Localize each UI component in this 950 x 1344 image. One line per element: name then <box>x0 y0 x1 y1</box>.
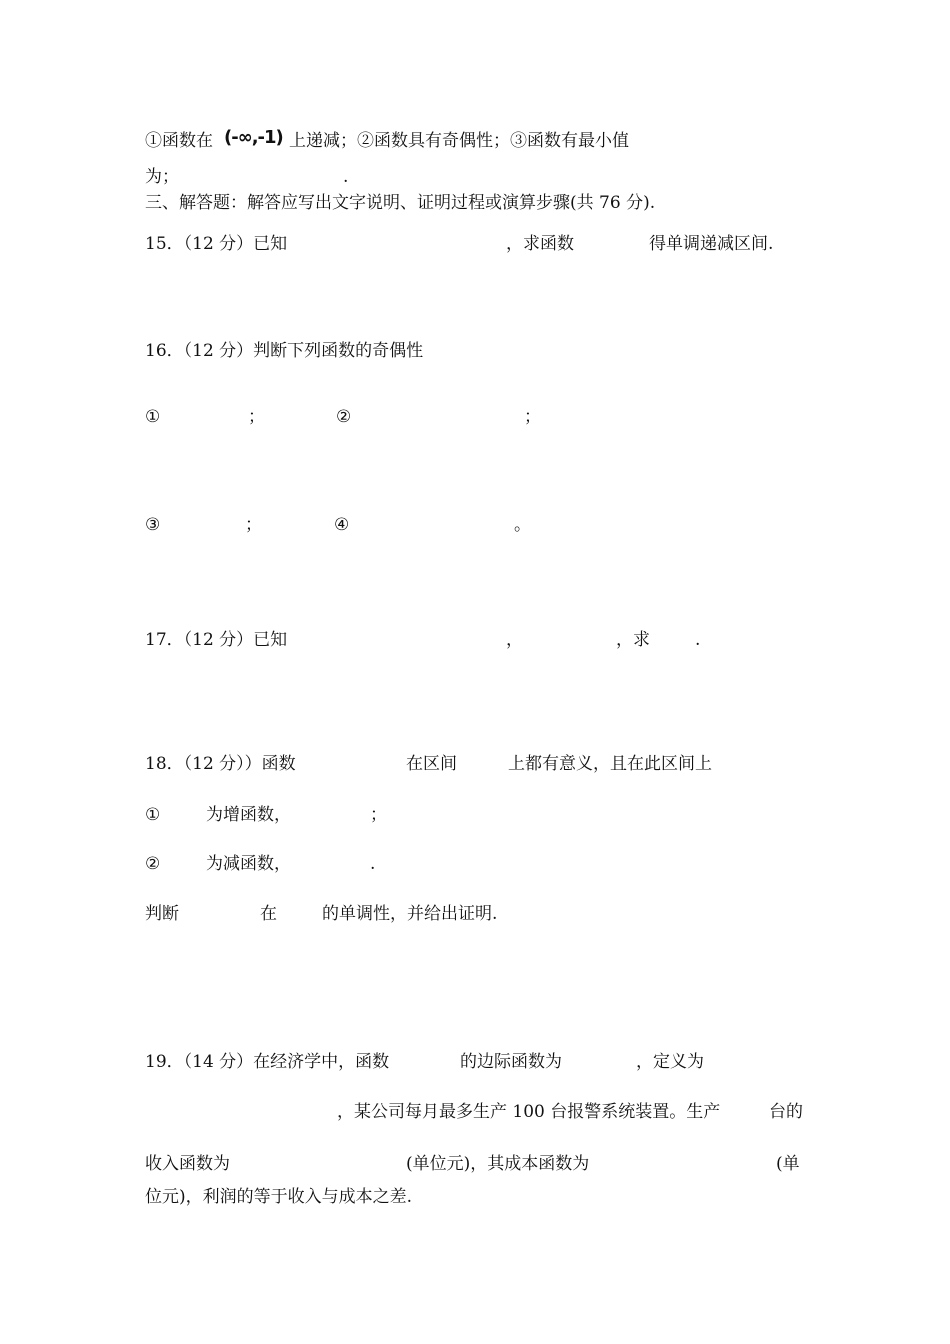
q19-line3-b: (单位元)，其成本函数为 <box>406 1154 590 1174</box>
q19-mid: 的边际函数为 <box>460 1052 562 1072</box>
section-heading: 三、解答题：解答应写出文字说明、证明过程或演算步骤(共 76 分). <box>145 193 656 213</box>
q18-item1-text: 为增函数， <box>206 805 291 825</box>
q19-line2-a: ，某公司每月最多生产 100 台报警系统装置。生产 <box>337 1102 721 1122</box>
q19-line3-c: (单 <box>776 1154 800 1174</box>
q18-end: 上都有意义，且在此区间上 <box>508 754 712 774</box>
q16-sep-2: ； <box>524 407 541 427</box>
condition-text-2: 上递减；②函数具有奇偶性；③函数有最小值 <box>289 131 629 151</box>
q16-title: 16．（12 分）判断下列函数的奇偶性 <box>145 341 424 361</box>
q16-sep-3: ； <box>245 515 262 535</box>
q16-marker-2: ② <box>336 407 352 427</box>
q19-line3-a: 收入函数为 <box>145 1154 230 1174</box>
condition-text-1: ①函数在 <box>145 131 213 151</box>
q18-item2-text: 为减函数， <box>206 854 291 874</box>
q19-line2-b: 台的 <box>769 1102 803 1122</box>
q15-end: 得单调递减区间. <box>649 234 774 254</box>
q18-item2-end: . <box>370 854 376 874</box>
q18-judge-1: 判断 <box>145 904 179 924</box>
answer-blank-label: 为； <box>145 167 179 187</box>
q18-mid: 在区间 <box>406 754 457 774</box>
q18-judge-2: 在 <box>260 904 277 924</box>
interval-expression: (-∞,-1) <box>224 127 283 148</box>
q16-marker-4: ④ <box>334 515 350 535</box>
q17-ask: ，求 <box>616 630 650 650</box>
q17-end: . <box>695 630 701 650</box>
q18-item2-marker: ② <box>145 854 161 874</box>
q15-mid: ，求函数 <box>506 234 574 254</box>
q16-marker-1: ① <box>145 407 161 427</box>
q17-comma-1: ， <box>506 630 523 650</box>
q19-end: ，定义为 <box>636 1052 704 1072</box>
q19-prefix: 19．（14 分）在经济学中，函数 <box>145 1052 390 1072</box>
q18-prefix: 18．（12 分））函数 <box>145 754 296 774</box>
q15-prefix: 15．（12 分）已知 <box>145 234 288 254</box>
q18-item1-end: ； <box>370 805 387 825</box>
q18-item1-marker: ① <box>145 805 161 825</box>
q18-judge-3: 的单调性，并给出证明. <box>322 904 498 924</box>
answer-blank-dot: . <box>343 167 349 187</box>
q19-line4: 位元)，利润的等于收入与成本之差. <box>145 1187 413 1207</box>
q16-marker-3: ③ <box>145 515 161 535</box>
q17-prefix: 17．（12 分）已知 <box>145 630 288 650</box>
q16-sep-4: 。 <box>514 515 531 535</box>
q16-sep-1: ； <box>248 407 265 427</box>
